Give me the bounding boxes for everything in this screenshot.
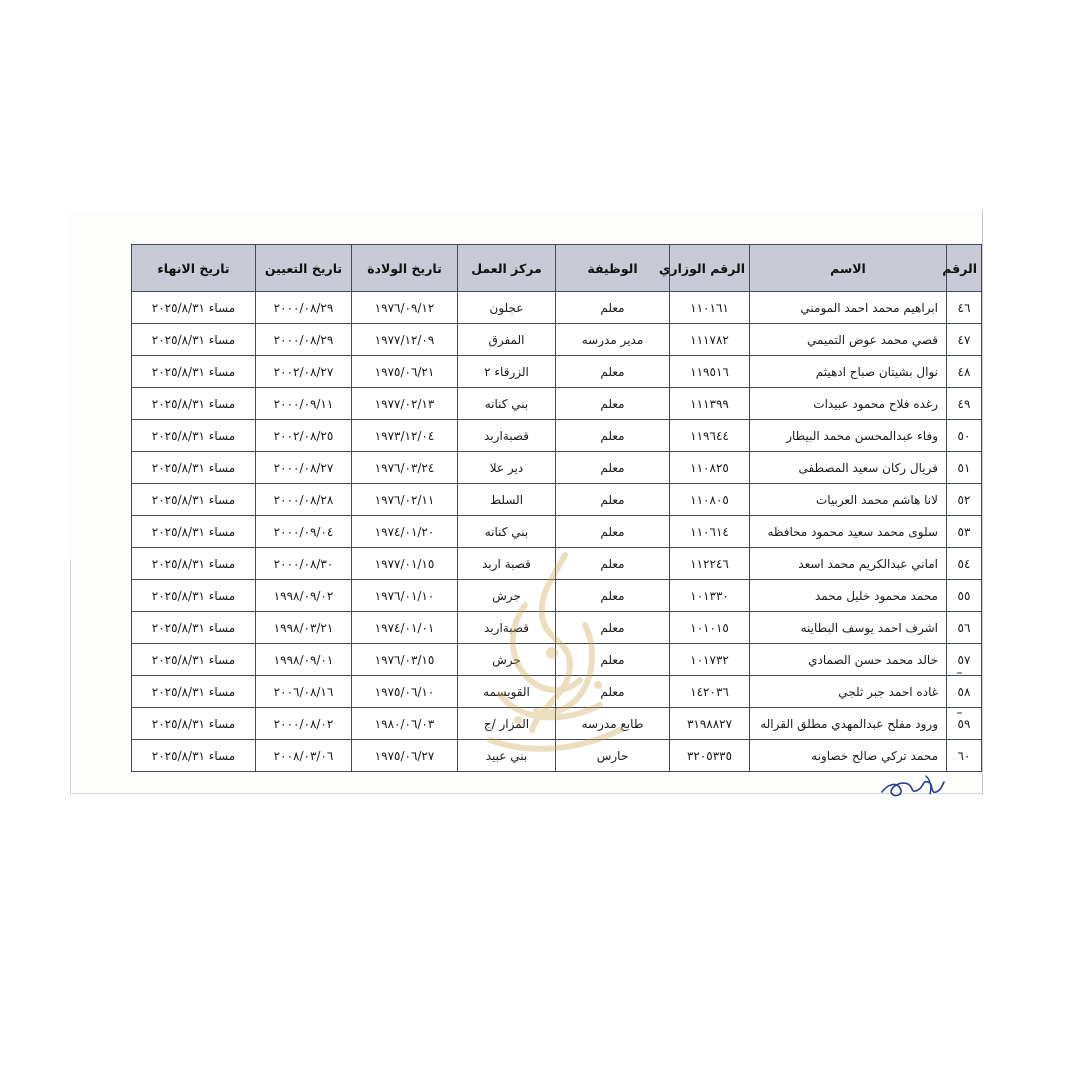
cell-num: ٥١ — [947, 452, 982, 484]
cell-ministry-no: ١١٠٨٢٥ — [670, 452, 750, 484]
cell-name: اماني عبدالكريم محمد اسعد — [750, 548, 947, 580]
cell-hire-date: ٢٠٠٠/٠٨/٢٨ — [256, 484, 352, 516]
table-row — [132, 644, 982, 676]
cell-ministry-no: ١٤٢٠٣٦ — [670, 676, 750, 708]
cell-end-date: مساء ٢٠٢٥/٨/٣١ — [132, 292, 256, 324]
cell-ministry-no: ١٠١٠١٥ — [670, 612, 750, 644]
cell-workplace: جرش — [458, 644, 556, 676]
cell-job: معلم — [556, 452, 670, 484]
cell-birth-date: ١٩٧٤/٠١/٢٠ — [352, 516, 458, 548]
cell-ministry-no: ١١٩٦٤٤ — [670, 420, 750, 452]
cell-workplace: المزار /ج — [458, 708, 556, 740]
cell-num: ٦٠ — [947, 740, 982, 772]
cell-job: معلم — [556, 612, 670, 644]
cell-ministry-no: ١٠١٧٣٢ — [670, 644, 750, 676]
cell-end-date: مساء ٢٠٢٥/٨/٣١ — [132, 708, 256, 740]
header-num: الرقم — [947, 245, 982, 292]
cell-job: معلم — [556, 580, 670, 612]
cell-workplace: بني كنانه — [458, 388, 556, 420]
cell-name: غاده احمد جبر ثلجي — [750, 676, 947, 708]
scan-mark — [957, 712, 962, 714]
cell-name: لانا هاشم محمد العربيات — [750, 484, 947, 516]
table-row — [132, 420, 982, 452]
cell-hire-date: ٢٠٠٢/٠٨/٢٧ — [256, 356, 352, 388]
cell-name: محمد محمود خليل محمد — [750, 580, 947, 612]
header-job: الوظيفة — [556, 245, 670, 292]
page-bottom-edge — [72, 793, 982, 794]
cell-birth-date: ١٩٧٥/٠٦/١٠ — [352, 676, 458, 708]
cell-end-date: مساء ٢٠٢٥/٨/٣١ — [132, 452, 256, 484]
cell-end-date: مساء ٢٠٢٥/٨/٣١ — [132, 612, 256, 644]
cell-num: ٤٩ — [947, 388, 982, 420]
cell-name: نوال بشيتان صباح ادهيثم — [750, 356, 947, 388]
cell-name: خالد محمد حسن الصمادي — [750, 644, 947, 676]
cell-hire-date: ٢٠٠٢/٠٨/٢٥ — [256, 420, 352, 452]
cell-job: معلم — [556, 356, 670, 388]
cell-hire-date: ٢٠٠٠/٠٩/١١ — [256, 388, 352, 420]
cell-num: ٤٦ — [947, 292, 982, 324]
cell-workplace: القويسمه — [458, 676, 556, 708]
cell-birth-date: ١٩٧٧/٠٢/١٣ — [352, 388, 458, 420]
signature — [878, 770, 948, 800]
cell-birth-date: ١٩٧٦/٠٢/١١ — [352, 484, 458, 516]
cell-job: معلم — [556, 420, 670, 452]
cell-name: ورود مفلح عبدالمهدي مطلق القراله — [750, 708, 947, 740]
table-row — [132, 580, 982, 612]
cell-num: ٥٧ — [947, 644, 982, 676]
cell-end-date: مساء ٢٠٢٥/٨/٣١ — [132, 484, 256, 516]
cell-ministry-no: ١٠١٣٣٠ — [670, 580, 750, 612]
header-birth-date: تاريخ الولادة — [352, 245, 458, 292]
cell-birth-date: ١٩٧٥/٠٦/٢١ — [352, 356, 458, 388]
cell-end-date: مساء ٢٠٢٥/٨/٣١ — [132, 516, 256, 548]
cell-birth-date: ١٩٧٧/١٢/٠٩ — [352, 324, 458, 356]
cell-num: ٥٩ — [947, 708, 982, 740]
cell-name: سلوى محمد سعيد محمود محافظه — [750, 516, 947, 548]
cell-job: معلم — [556, 484, 670, 516]
cell-hire-date: ١٩٩٨/٠٣/٢١ — [256, 612, 352, 644]
cell-job: معلم — [556, 388, 670, 420]
cell-hire-date: ١٩٩٨/٠٩/٠٢ — [256, 580, 352, 612]
cell-end-date: مساء ٢٠٢٥/٨/٣١ — [132, 580, 256, 612]
cell-workplace: بني كنانه — [458, 516, 556, 548]
cell-ministry-no: ١١١٧٨٢ — [670, 324, 750, 356]
header-workplace: مركز العمل — [458, 245, 556, 292]
cell-workplace: جرش — [458, 580, 556, 612]
cell-hire-date: ٢٠٠٨/٠٣/٠٦ — [256, 740, 352, 772]
table-row — [132, 388, 982, 420]
cell-workplace: دير علا — [458, 452, 556, 484]
table-row — [132, 452, 982, 484]
cell-birth-date: ١٩٧٧/٠١/١٥ — [352, 548, 458, 580]
cell-workplace: قصبةاربد — [458, 420, 556, 452]
cell-birth-date: ١٩٧٦/٠١/١٠ — [352, 580, 458, 612]
cell-workplace: المفرق — [458, 324, 556, 356]
cell-ministry-no: ١١٢٢٤٦ — [670, 548, 750, 580]
header-ministry-no: الرقم الوزاري — [670, 245, 750, 292]
cell-ministry-no: ٣١٩٨٨٢٧ — [670, 708, 750, 740]
cell-hire-date: ٢٠٠٠/٠٨/٣٠ — [256, 548, 352, 580]
cell-workplace: عجلون — [458, 292, 556, 324]
cell-num: ٥٨ — [947, 676, 982, 708]
table-row — [132, 740, 982, 772]
cell-end-date: مساء ٢٠٢٥/٨/٣١ — [132, 644, 256, 676]
cell-ministry-no: ٣٢٠٥٣٣٥ — [670, 740, 750, 772]
cell-workplace: قصبةاربد — [458, 612, 556, 644]
cell-job: معلم — [556, 644, 670, 676]
table-row — [132, 548, 982, 580]
cell-hire-date: ٢٠٠٠/٠٩/٠٤ — [256, 516, 352, 548]
cell-hire-date: ٢٠٠٠/٠٨/٢٧ — [256, 452, 352, 484]
table-row — [132, 676, 982, 708]
cell-name: ابراهيم محمد احمد المومني — [750, 292, 947, 324]
cell-birth-date: ١٩٧٦/٠٣/٢٤ — [352, 452, 458, 484]
cell-end-date: مساء ٢٠٢٥/٨/٣١ — [132, 676, 256, 708]
cell-end-date: مساء ٢٠٢٥/٨/٣١ — [132, 356, 256, 388]
table-row — [132, 324, 982, 356]
cell-name: فريال ركان سعيد المصطفى — [750, 452, 947, 484]
cell-job: مدير مدرسه — [556, 324, 670, 356]
table-row — [132, 292, 982, 324]
cell-birth-date: ١٩٧٦/٠٣/١٥ — [352, 644, 458, 676]
header-end-date: تاريخ الانهاء — [132, 245, 256, 292]
cell-name: رغده فلاح محمود عبيدات — [750, 388, 947, 420]
table-row — [132, 516, 982, 548]
cell-hire-date: ٢٠٠٦/٠٨/١٦ — [256, 676, 352, 708]
cell-ministry-no: ١١٠١٦١ — [670, 292, 750, 324]
cell-ministry-no: ١١٠٦١٤ — [670, 516, 750, 548]
cell-ministry-no: ١١١٣٩٩ — [670, 388, 750, 420]
cell-num: ٥٣ — [947, 516, 982, 548]
cell-num: ٥٦ — [947, 612, 982, 644]
scan-mark — [957, 672, 962, 674]
cell-job: حارس — [556, 740, 670, 772]
cell-end-date: مساء ٢٠٢٥/٨/٣١ — [132, 420, 256, 452]
cell-job: معلم — [556, 516, 670, 548]
cell-birth-date: ١٩٧٣/١٢/٠٤ — [352, 420, 458, 452]
cell-ministry-no: ١١٠٨٠٥ — [670, 484, 750, 516]
cell-birth-date: ١٩٨٠/٠٦/٠٣ — [352, 708, 458, 740]
cell-num: ٥٤ — [947, 548, 982, 580]
employees-table — [131, 244, 982, 772]
cell-birth-date: ١٩٧٥/٠٦/٢٧ — [352, 740, 458, 772]
header-hire-date: تاريخ التعيين — [256, 245, 352, 292]
cell-hire-date: ١٩٩٨/٠٩/٠١ — [256, 644, 352, 676]
page-edge — [70, 560, 71, 795]
cell-num: ٥٥ — [947, 580, 982, 612]
cell-birth-date: ١٩٧٤/٠١/٠١ — [352, 612, 458, 644]
table-row — [132, 484, 982, 516]
cell-job: معلم — [556, 292, 670, 324]
cell-birth-date: ١٩٧٦/٠٩/١٢ — [352, 292, 458, 324]
cell-name: وفاء عبدالمحسن محمد البيطار — [750, 420, 947, 452]
cell-workplace: السلط — [458, 484, 556, 516]
cell-num: ٤٧ — [947, 324, 982, 356]
cell-hire-date: ٢٠٠٠/٠٨/٢٩ — [256, 324, 352, 356]
cell-ministry-no: ١١٩٥١٦ — [670, 356, 750, 388]
cell-name: قصي محمد عوض التميمي — [750, 324, 947, 356]
cell-job: طابع مدرسه — [556, 708, 670, 740]
cell-job: معلم — [556, 548, 670, 580]
cell-workplace: الزرقاء ٢ — [458, 356, 556, 388]
cell-end-date: مساء ٢٠٢٥/٨/٣١ — [132, 548, 256, 580]
table-row — [132, 612, 982, 644]
table-header-row — [132, 245, 982, 292]
cell-workplace: بني عبيد — [458, 740, 556, 772]
cell-workplace: قصبة اربد — [458, 548, 556, 580]
cell-num: ٥٠ — [947, 420, 982, 452]
table-row — [132, 356, 982, 388]
header-name: الاسم — [750, 245, 947, 292]
cell-num: ٤٨ — [947, 356, 982, 388]
cell-end-date: مساء ٢٠٢٥/٨/٣١ — [132, 740, 256, 772]
cell-end-date: مساء ٢٠٢٥/٨/٣١ — [132, 324, 256, 356]
cell-hire-date: ٢٠٠٠/٠٨/٠٢ — [256, 708, 352, 740]
table-row — [132, 708, 982, 740]
cell-name: محمد تركي صالح خصاونه — [750, 740, 947, 772]
cell-num: ٥٢ — [947, 484, 982, 516]
cell-end-date: مساء ٢٠٢٥/٨/٣١ — [132, 388, 256, 420]
cell-name: اشرف احمد يوسف البطاينه — [750, 612, 947, 644]
cell-hire-date: ٢٠٠٠/٠٨/٢٩ — [256, 292, 352, 324]
cell-job: معلم — [556, 676, 670, 708]
